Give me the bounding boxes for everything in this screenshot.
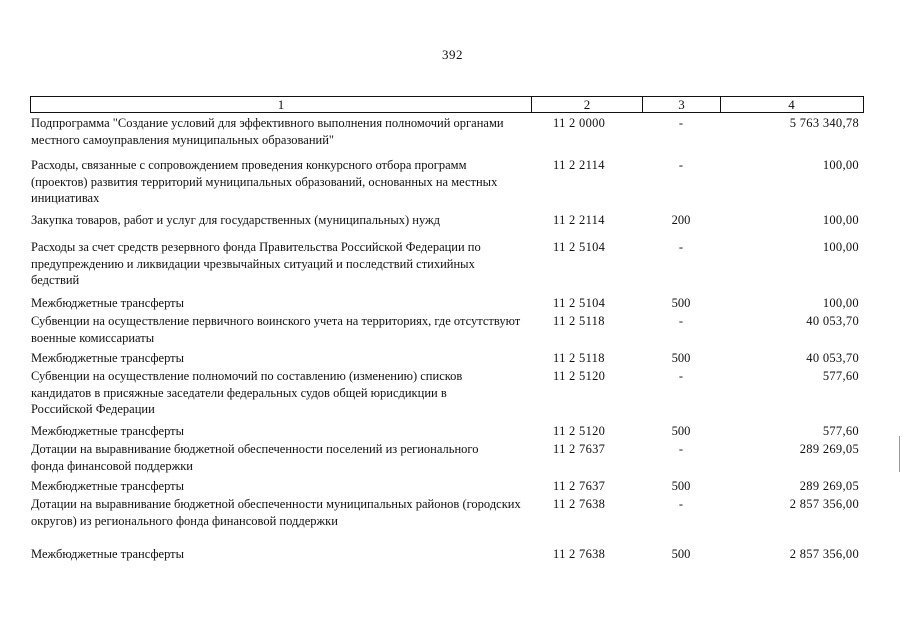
row-amount: 2 857 356,00	[789, 547, 859, 561]
row-name: Субвенции на осуществление первичного воинского учета на территориях, где отсутствуют военные комиссариаты	[31, 314, 521, 345]
row-type: -	[678, 116, 684, 130]
row-type: 500	[671, 479, 691, 493]
row-type: -	[678, 369, 684, 383]
row-code: 11 2 5104	[553, 296, 606, 310]
row-type: -	[678, 158, 684, 172]
row-name: Межбюджетные трансферты	[31, 479, 185, 493]
row-amount: 100,00	[822, 296, 859, 310]
row-amount: 289 269,05	[799, 479, 859, 493]
column-header-4: 4	[788, 97, 795, 112]
column-header-3: 3	[643, 97, 721, 112]
row-code: 11 2 7637	[553, 442, 606, 456]
table-header	[30, 96, 864, 113]
row-code: 11 2 5120	[553, 369, 606, 383]
row-amount: 289 269,05	[799, 442, 859, 456]
row-code: 11 2 5120	[553, 424, 606, 438]
scan-margin-line	[899, 436, 900, 472]
row-code: 11 2 5118	[553, 314, 605, 328]
row-name: Подпрограмма "Создание условий для эффективного выполнения полномочий органами местного самоуправления муниципальных образований"	[31, 116, 504, 147]
row-code: 11 2 2114	[553, 158, 605, 172]
row-type: -	[678, 240, 684, 254]
row-code: 11 2 5118	[553, 351, 605, 365]
row-amount: 100,00	[822, 240, 859, 254]
row-name: Закупка товаров, работ и услуг для государственных (муниципальных) нужд	[31, 213, 441, 227]
row-type: 200	[671, 213, 691, 227]
row-amount: 100,00	[822, 158, 859, 172]
row-code: 11 2 5104	[553, 240, 606, 254]
row-code: 11 2 2114	[553, 213, 605, 227]
row-type: 500	[671, 296, 691, 310]
row-name: Расходы, связанные с сопровождением проведения конкурсного отбора программ (проектов) развития территорий муниципальных образований, основанных на местных инициативах	[31, 158, 498, 205]
row-name: Дотации на выравнивание бюджетной обеспеченности муниципальных районов (городских округов) из регионального фонда финансовой поддержки	[31, 497, 521, 528]
row-name: Субвенции на осуществление полномочий по составлению (изменению) списков кандидатов в присяжные заседатели федеральных судов общей юрисдикции в Российской Федерации	[31, 369, 463, 416]
row-type: 500	[671, 351, 691, 365]
row-name: Межбюджетные трансферты	[31, 296, 185, 310]
row-code: 11 2 7638	[553, 547, 606, 561]
row-type: -	[678, 314, 684, 328]
row-amount: 40 053,70	[806, 314, 859, 328]
column-header-2: 2	[532, 97, 643, 112]
row-name: Межбюджетные трансферты	[31, 547, 185, 561]
row-code: 11 2 7637	[553, 479, 606, 493]
row-name: Дотации на выравнивание бюджетной обеспеченности поселений из регионального фонда финансовой поддержки	[31, 442, 479, 473]
row-name: Межбюджетные трансферты	[31, 351, 185, 365]
row-type: 500	[671, 547, 691, 561]
page-number: 392	[442, 47, 463, 62]
row-type: -	[678, 442, 684, 456]
row-type: 500	[671, 424, 691, 438]
row-name: Расходы за счет средств резервного фонда Правительства Российской Федерации по предупреждению и ликвидации чрезвычайных ситуаций и последствий стихийных бедствий	[31, 240, 481, 287]
row-name: Межбюджетные трансферты	[31, 424, 185, 438]
row-amount: 577,60	[822, 424, 859, 438]
row-amount: 40 053,70	[806, 351, 859, 365]
row-amount: 100,00	[822, 213, 859, 227]
row-amount: 2 857 356,00	[789, 497, 859, 511]
row-code: 11 2 0000	[553, 116, 606, 130]
row-code: 11 2 7638	[553, 497, 606, 511]
column-header-1: 1	[31, 97, 532, 112]
row-amount: 577,60	[822, 369, 859, 383]
row-type: -	[678, 497, 684, 511]
row-amount: 5 763 340,78	[789, 116, 859, 130]
